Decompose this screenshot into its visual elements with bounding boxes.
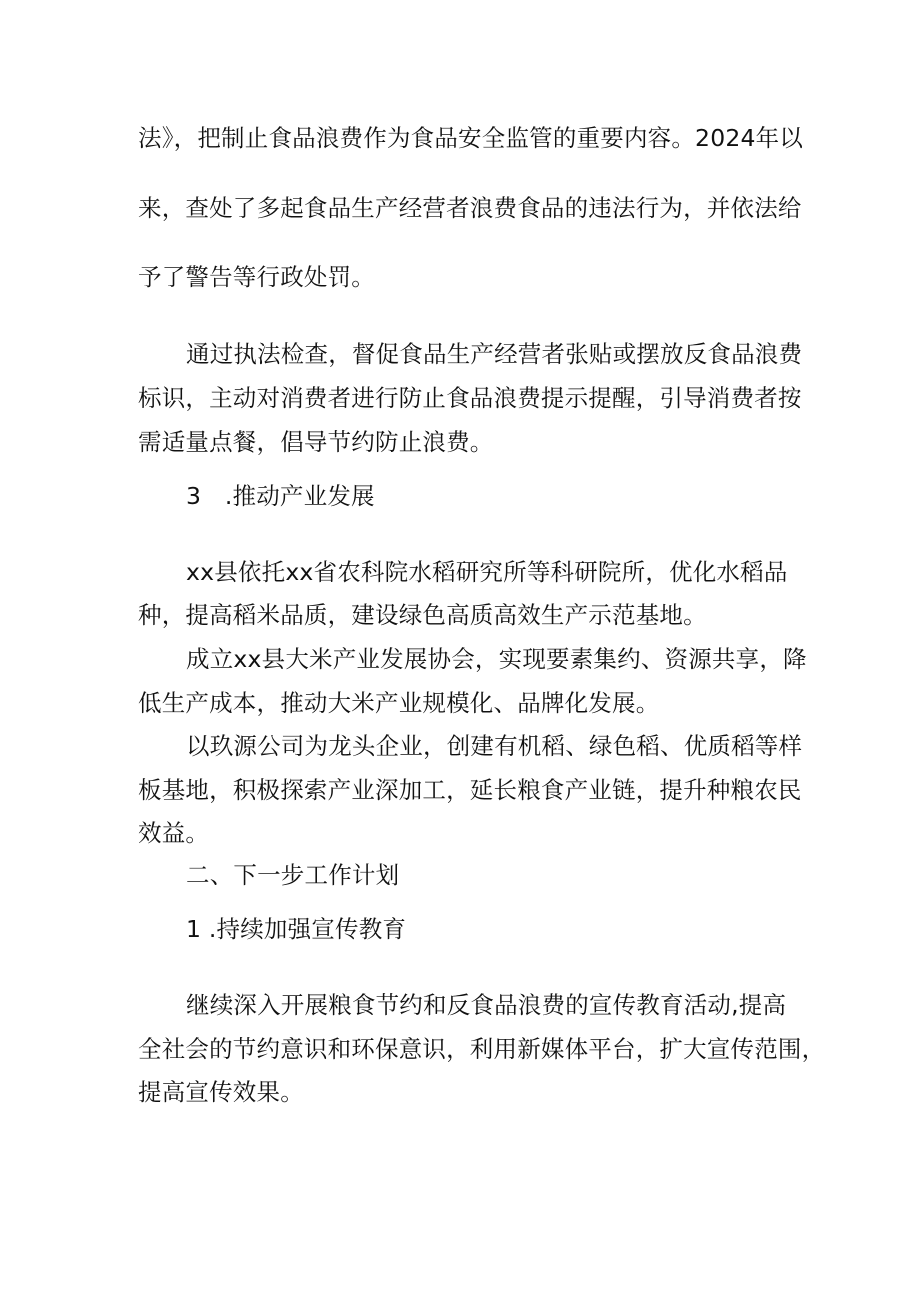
paragraph-3-line-2: 种，提高稻米品质，建设绿色高质高效生产示范基地。 bbox=[138, 601, 707, 629]
paragraph-1-line-2: 来，查处了多起食品生产经营者浪费食品的违法行为，并依法给 bbox=[138, 194, 802, 222]
paragraph-2-line-2: 标识，主动对消费者进行防止食品浪费提示提醒，引导消费者按 bbox=[138, 384, 802, 412]
paragraph-5-line-3: 效益。 bbox=[138, 819, 210, 847]
paragraph-6-line-3: 提高宣传效果。 bbox=[138, 1078, 304, 1106]
paragraph-2-line-1: 通过执法检查，督促食品生产经营者张贴或摆放反食品浪费 bbox=[186, 340, 803, 368]
paragraph-4-line-1: 成立xx县大米产业发展协会，实现要素集约、资源共享，降 bbox=[186, 645, 807, 673]
paragraph-2-line-3: 需适量点餐，倡导节约防止浪费。 bbox=[138, 428, 494, 456]
paragraph-4-line-2: 低生产成本，推动大米产业规模化、品牌化发展。 bbox=[138, 689, 660, 717]
paragraph-3-line-1: xx县依托xx省农科院水稻研究所等科研院所，优化水稻品 bbox=[186, 558, 788, 586]
subheading-publicity: 1 .持续加强宣传教育 bbox=[186, 915, 407, 943]
paragraph-1-line-3: 予了警告等行政处罚。 bbox=[138, 263, 375, 291]
section-heading-next-steps: 二、下一步工作计划 bbox=[186, 861, 400, 889]
paragraph-6-line-2: 全社会的节约意识和环保意识，利用新媒体平台，扩大宣传范围， bbox=[138, 1035, 826, 1063]
paragraph-5-line-1: 以玖源公司为龙头企业，创建有机稻、绿色稻、优质稻等样 bbox=[186, 732, 803, 760]
paragraph-5-line-2: 板基地，积极探索产业深加工，延长粮食产业链，提升种粮农民 bbox=[138, 776, 802, 804]
paragraph-6-line-1: 继续深入开展粮食节约和反食品浪费的宣传教育活动,提高 bbox=[186, 991, 787, 1019]
paragraph-1-line-1: 法》，把制止食品浪费作为食品安全监管的重要内容。2024年以 bbox=[138, 124, 804, 152]
section-heading-industry: 3 .推动产业发展 bbox=[186, 482, 375, 510]
